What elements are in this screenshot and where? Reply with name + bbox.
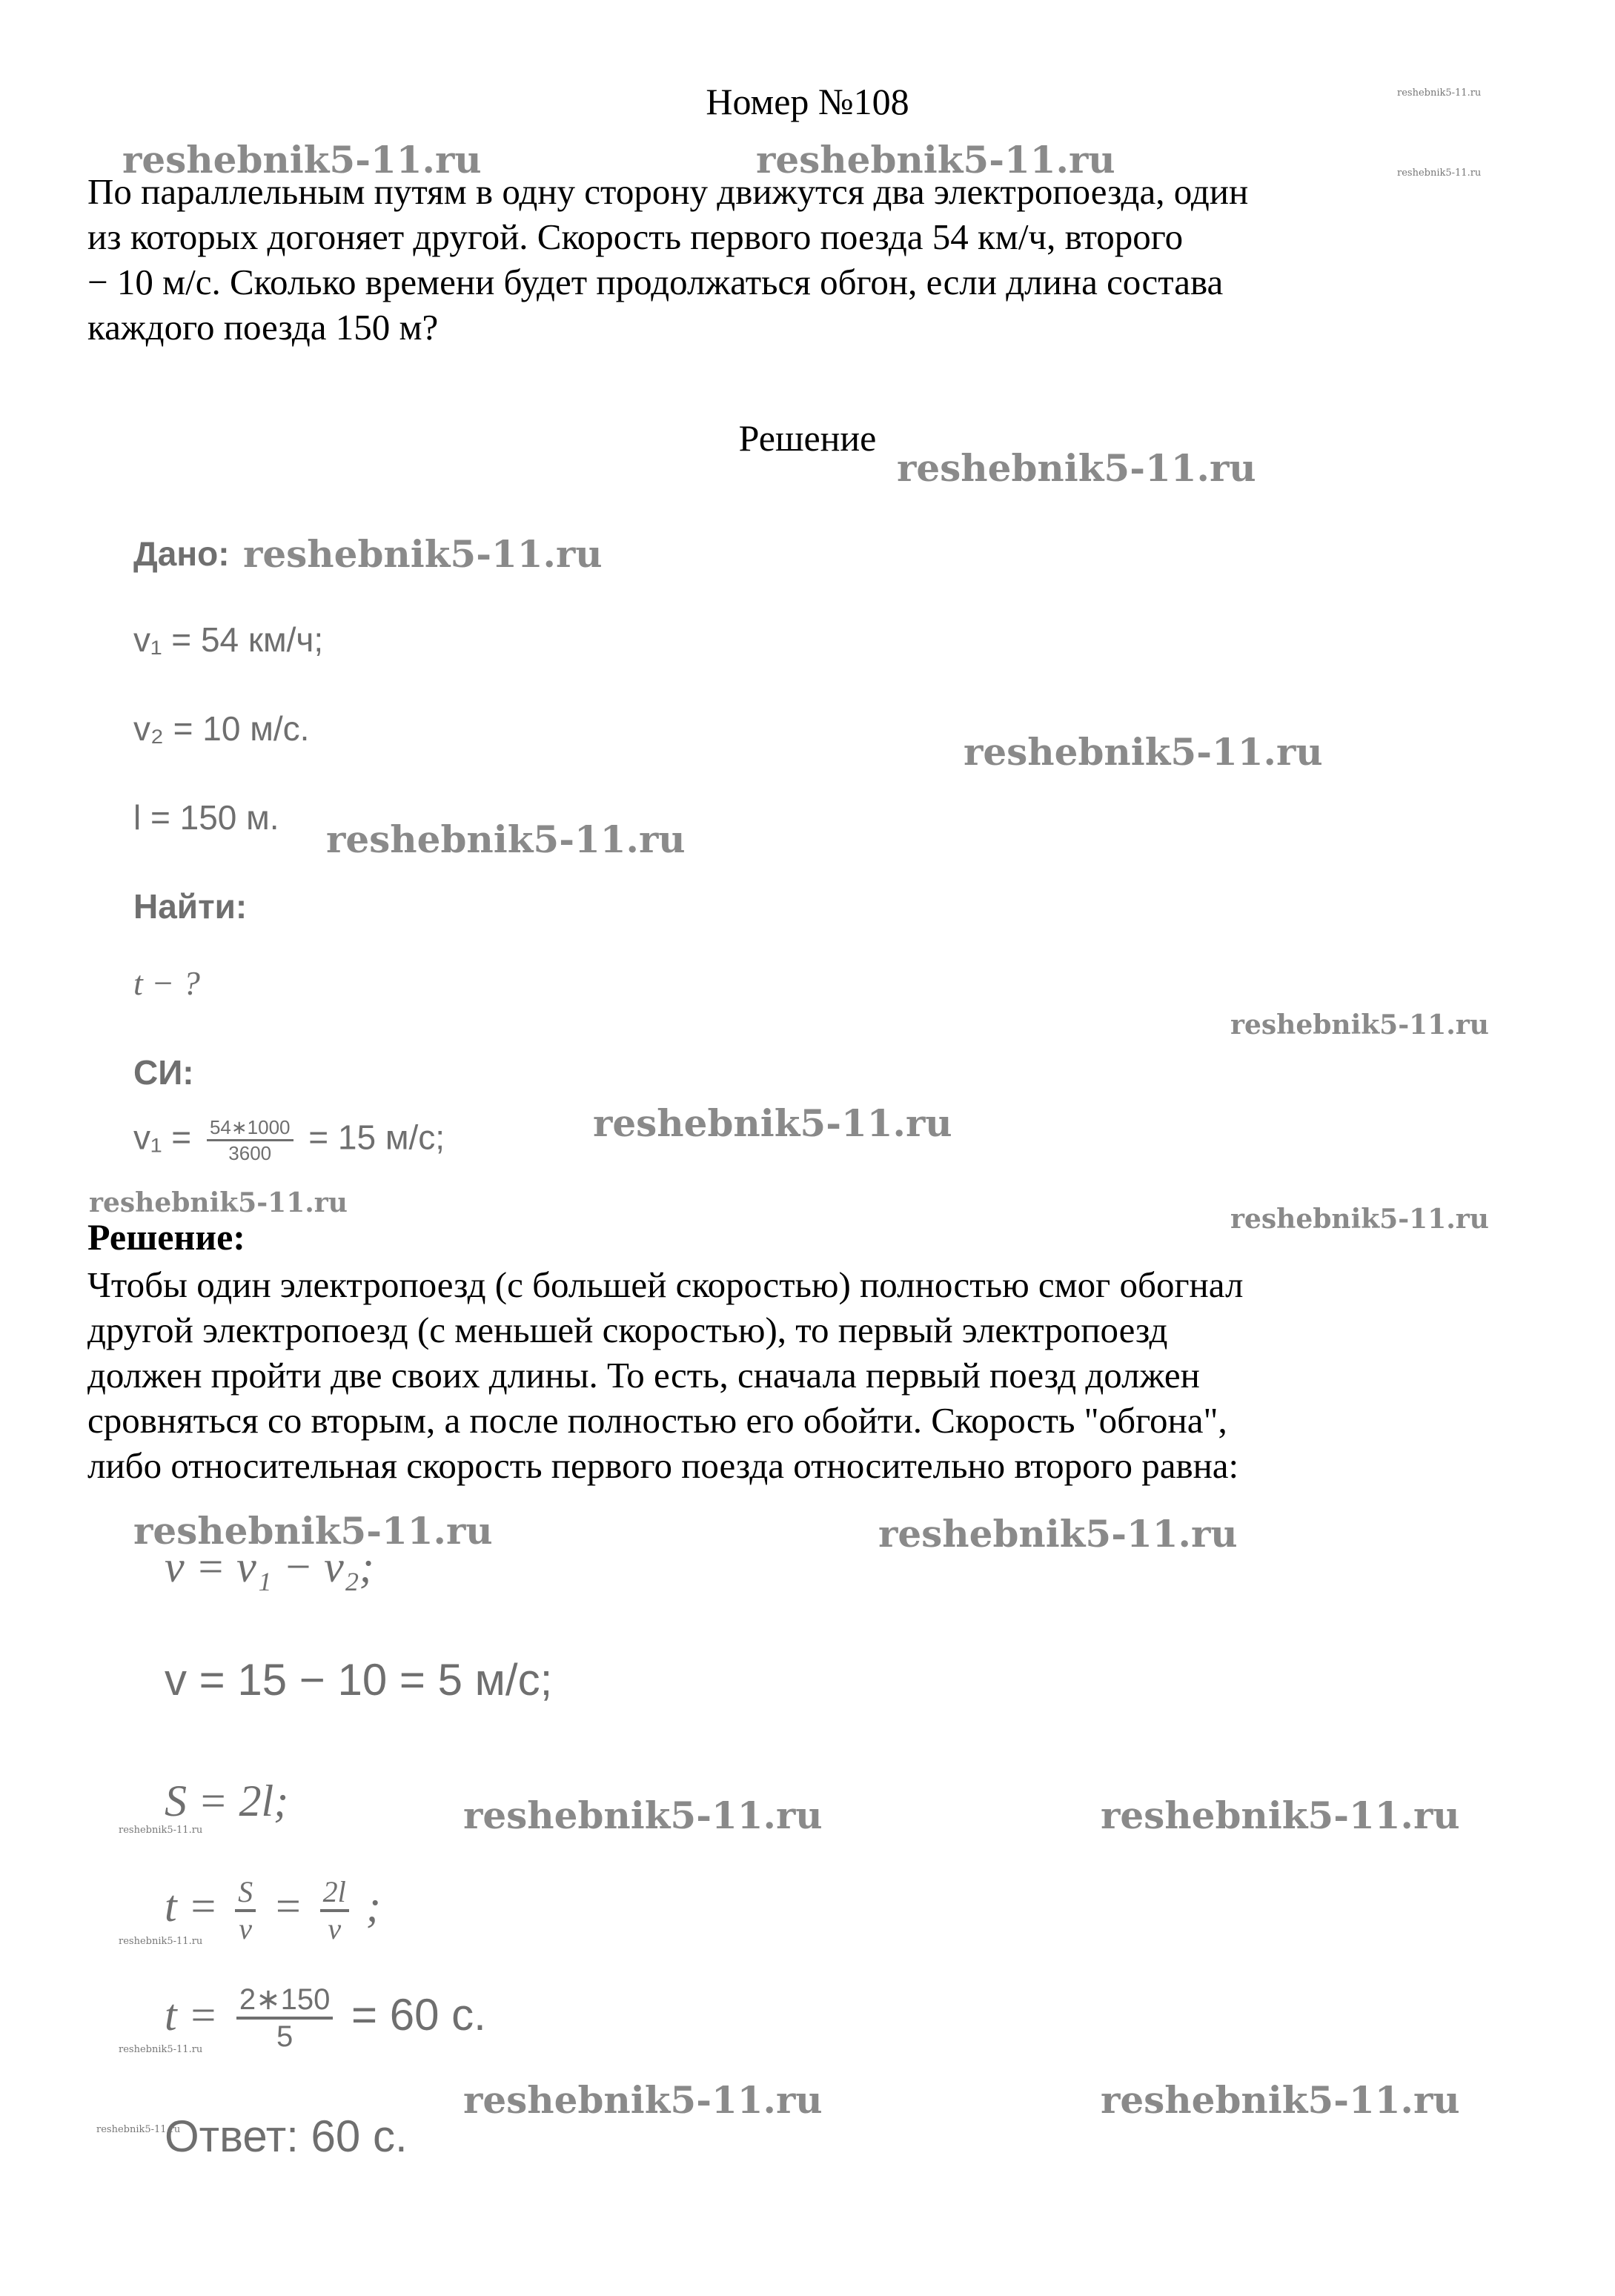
si-numerator: 54∗1000: [207, 1115, 294, 1141]
solution-line: Чтобы один электропоезд (с большей скоростью) полностью смог обогнал: [87, 1264, 1244, 1305]
eq4-fraction-2: [320, 1875, 349, 1946]
eq4-equals: =: [273, 1881, 303, 1931]
solution-line: должен пройти две своих длины. То есть, сначала первый поезд должен: [87, 1355, 1200, 1396]
watermark: reshebnik5-11.ru: [878, 1512, 1238, 1556]
watermark: reshebnik5-11.ru: [1230, 1009, 1489, 1041]
solution-line: сровняться со вторым, а после полностью его обойти. Скорость "обгона",: [87, 1400, 1227, 1441]
eq5-denominator: 5: [276, 2020, 294, 2053]
solution-label: Решение:: [87, 1216, 245, 1258]
eq4-numerator-2: 2l: [320, 1875, 349, 1912]
watermark: reshebnik5-11.ru: [96, 2124, 181, 2135]
given-v1: v₁ = 54 км/ч;: [133, 620, 324, 659]
si-lhs: v₁ =: [133, 1118, 192, 1157]
eq5-lhs: t =: [165, 1990, 219, 2040]
watermark: reshebnik5-11.ru: [964, 730, 1323, 774]
equation-distance: S = 2l;: [165, 1776, 289, 1825]
given-length: l = 150 м.: [133, 798, 279, 837]
find-label: Найти:: [133, 887, 248, 926]
eq4-denominator-1: v: [239, 1912, 253, 1945]
watermark: reshebnik5-11.ru: [243, 532, 603, 576]
solution-line: другой электропоезд (с меньшей скоростью), то первый электропоезд: [87, 1310, 1168, 1350]
equation-speed-value: v = 15 − 10 = 5 м/с;: [165, 1655, 553, 1705]
watermark: reshebnik5-11.ru: [1101, 2078, 1460, 2122]
eq4-fraction-1: [235, 1875, 256, 1946]
solution-heading: Решение: [738, 417, 877, 459]
answer: Ответ: 60 с.: [165, 2111, 408, 2161]
problem-line: По параллельным путям в одну сторону движутся два электропоезда, один: [87, 171, 1249, 212]
equation-relative-speed: v = v₁ − v₂;: [165, 1542, 374, 1591]
watermark: reshebnik5-11.ru: [1101, 1794, 1460, 1837]
problem-line: − 10 м/с. Сколько времени будет продолжаться обгон, если длина состава: [87, 262, 1224, 302]
solution-paragraph: [87, 1262, 1540, 1488]
watermark: reshebnik5-11.ru: [593, 1101, 952, 1145]
watermark: reshebnik5-11.ru: [122, 138, 482, 182]
eq5-fraction: [236, 1983, 334, 2054]
given-label: Дано:: [133, 534, 230, 573]
si-label: СИ:: [133, 1053, 194, 1092]
eq4-end: ;: [365, 1881, 381, 1931]
watermark: reshebnik5-11.ru: [1397, 87, 1482, 99]
si-rhs: = 15 м/с;: [308, 1118, 445, 1157]
watermark: reshebnik5-11.ru: [756, 138, 1115, 182]
eq5-rhs: = 60 с.: [351, 1989, 486, 2040]
solution-line: либо относительная скорость первого поезда относительно второго равна:: [87, 1445, 1239, 1486]
given-v2: v₂ = 10 м/с.: [133, 709, 310, 748]
problem-line: каждого поезда 150 м?: [87, 307, 439, 348]
eq4-denominator-2: v: [328, 1912, 342, 1945]
eq5-numerator: 2∗150: [236, 1983, 334, 2020]
watermark: reshebnik5-11.ru: [463, 1794, 823, 1837]
find-value: t − ?: [133, 964, 200, 1002]
problem-line: из которых догоняет другой. Скорость первого поезда 54 км/ч, второго: [87, 216, 1184, 257]
watermark: reshebnik5-11.ru: [326, 817, 686, 861]
watermark: reshebnik5-11.ru: [897, 446, 1256, 490]
si-equation: [133, 1115, 445, 1165]
watermark: reshebnik5-11.ru: [119, 1936, 203, 1947]
eq4-lhs: t =: [165, 1881, 219, 1931]
watermark: reshebnik5-11.ru: [133, 1509, 493, 1553]
watermark: reshebnik5-11.ru: [1230, 1204, 1489, 1235]
watermark: reshebnik5-11.ru: [89, 1187, 348, 1218]
watermark: reshebnik5-11.ru: [1397, 167, 1482, 179]
page-title: Номер №108: [706, 81, 909, 122]
si-fraction: [207, 1115, 294, 1165]
si-denominator: 3600: [228, 1142, 272, 1164]
equation-time-value: [165, 1983, 486, 2054]
eq4-numerator-1: S: [235, 1875, 256, 1912]
watermark: reshebnik5-11.ru: [119, 2044, 203, 2055]
watermark: reshebnik5-11.ru: [119, 1825, 203, 1836]
watermark: reshebnik5-11.ru: [463, 2078, 823, 2122]
problem-statement: [87, 169, 1540, 350]
